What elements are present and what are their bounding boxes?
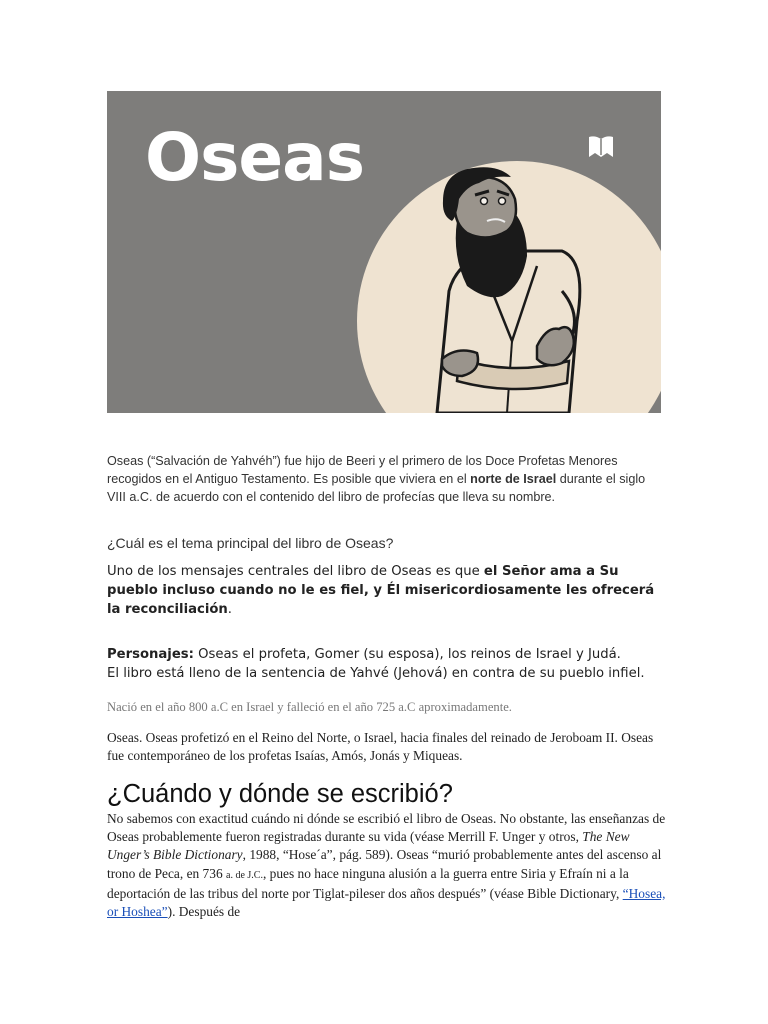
intro-text-2: durante el siglo VIII a.C. de acuerdo con el contenido del libro de profecías que lleva su nombre.	[107, 472, 646, 504]
message-text-2: .	[227, 602, 232, 617]
characters-line-2: El libro está lleno de la sentencia de Yahvé (Jehová) en contra de su pueblo infiel.	[107, 666, 645, 681]
banner-title: Oseas	[145, 119, 364, 196]
left-hand	[442, 351, 478, 376]
bookmark-book-icon	[587, 133, 615, 161]
dictionary-title: The New Unger’s Bible Dictionary	[107, 829, 630, 863]
section-text-4: ). Después de	[167, 904, 241, 920]
message-bold: el Señor ama a Su pueblo incluso cuando no le es fiel, y Él misericordiosamente les ofrecerá la reconciliación	[107, 564, 655, 617]
section-body-paragraph	[107, 810, 667, 921]
birth-death-note: Nació en el año 800 a.C en Israel y falleció en el año 725 a.C aproximadamente.	[107, 700, 512, 714]
characters-paragraph	[107, 645, 677, 683]
message-text-1: Uno de los mensajes centrales del libro de Oseas es que	[107, 564, 484, 579]
section-heading: ¿Cuándo y dónde se escribió?	[107, 780, 453, 808]
intro-text-1: Oseas (“Salvación de Yahvéh”) fue hijo de Beeri y el primero de los Doce Profetas Menores recogidos en el Antiguo Testamento. Es posible que viviera en el	[107, 454, 618, 486]
central-message-paragraph	[107, 562, 667, 619]
section-text-2: , 1988, “Hose´a”, pág. 589). Oseas “murió probablemente antes del ascenso al trono de Peca, en 736	[107, 847, 662, 881]
hero-banner	[107, 91, 661, 413]
hosea-dictionary-link[interactable]: “Hosea, or Hoshea”	[107, 885, 666, 920]
intro-paragraph	[107, 452, 647, 506]
intro-bold-north-israel: norte de Israel	[470, 472, 557, 486]
section-text-3: , pues no hace ninguna alusión a la guerra entre Siria y Efraín ni a la deportación de las tribus del norte por Tiglat-pileser dos años después” (véase Bible Dictionary,	[107, 865, 629, 901]
characters-label: Personajes:	[107, 647, 194, 662]
reign-paragraph: Oseas. Oseas profetizó en el Reino del Norte, o Israel, hacia finales del reinado de Jeroboam II. Oseas fue contemporáneo de los profetas Isaías, Amós, Jonás y Miqueas.	[107, 730, 654, 763]
main-theme-question: ¿Cuál es el tema principal del libro de Oseas?	[107, 535, 394, 551]
section-text-1: No sabemos con exactitud cuándo ni dónde se escribió el libro de Oseas. No obstante, las enseñanzas de Oseas probablemente fueron registradas durante su vida (véase Merrill F. Unger y otros,	[107, 811, 666, 845]
era-abbreviation: a. de J.C.	[226, 869, 263, 881]
characters-list: Oseas el profeta, Gomer (su esposa), los reinos de Israel y Judá.	[193, 647, 621, 662]
